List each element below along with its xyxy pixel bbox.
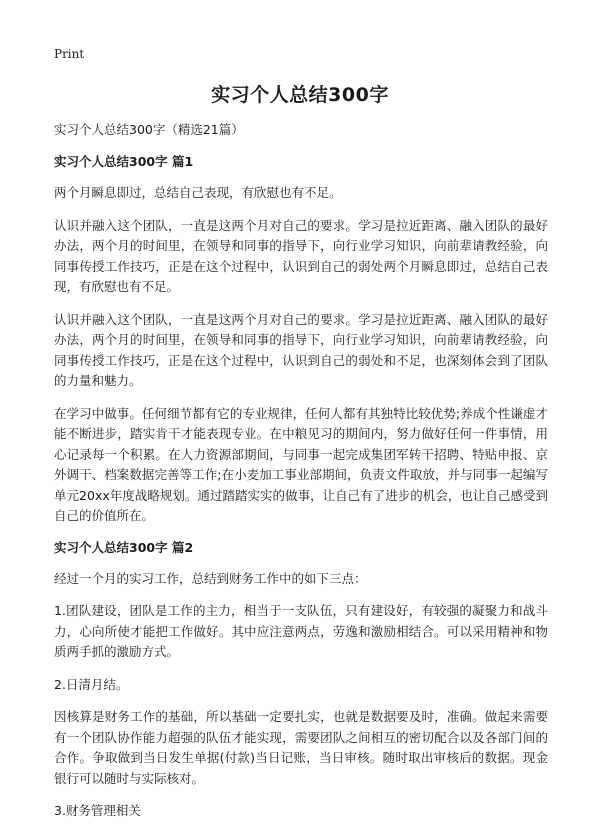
document-title: 实习个人总结300字 — [211, 84, 389, 106]
print-link[interactable]: Print — [54, 47, 85, 61]
paragraph: 2.日清月结。 — [54, 676, 129, 692]
paragraph: 经过一个月的实习工作，总结到财务工作中的如下三点： — [54, 570, 367, 586]
paragraph: 认识并融入这个团队，一直是这两个月对自己的要求。学习是拉近距离、融入团队的最好办法，两个月的时间里，在领导和同事的指导下，向行业学习知识，向前辈请教经验，向同事传授工作技巧，正是在这个过程中，认识到自己的弱处和不足，也深刻体会到了团队的力量和魅力。 — [54, 311, 548, 388]
paragraph: 3.财务管理相关 — [54, 803, 141, 818]
document-body — [54, 121, 548, 834]
paragraph: 两个月瞬息即过，总结自己表现，有欣慰也有不足。 — [54, 185, 342, 200]
paragraph: 1.团队建设，团队是工作的主力，相当于一支队伍，只有建设好，有较强的凝聚力和战斗力，心向所使才能把工作做好。其中应注意两点，劳逸和激励相结合。可以采用精神和物质两手抓的激励方式。 — [54, 603, 548, 659]
paragraph: 在学习中做事。任何细节都有它的专业规律，任何人都有其独特比较优势;养成个性谦虚才能不断进步，踏实肯干才能表现专业。在中粮见习的期间内，努力做好任何一件事情，用心记录每一个积累。在人力资源部期间，与同事一起完成集团军转干招聘、特贴申报、京外调干、档案数据完善等工作;在小麦加工事业部期间，负责文件取放，并与同事一起编写单元20xx年度战略规划。通过踏踏实实的做事，让自己有了进步的机会，也让自己感受到自己的价值所在。 — [54, 405, 548, 523]
section-2 — [54, 539, 548, 822]
section-1 — [54, 153, 548, 527]
paragraph: 认识并融入这个团队，一直是这两个月对自己的要求。学习是拉近距离、融入团队的最好办法，两个月的时间里，在领导和同事的指导下，向行业学习知识，向前辈请教经验，向同事传授工作技巧，正是在这个过程中，认识到自己的弱处两个月瞬息即过，总结自己表现，有欣慰也有不足。 — [54, 217, 548, 294]
section-heading: 实习个人总结300字 篇1 — [54, 154, 194, 169]
document-subtitle: 实习个人总结300字（精选21篇） — [54, 122, 244, 137]
paragraph: 因核算是财务工作的基础，所以基础一定要扎实，也就是数据要及时，准确。做起来需要有一个团队协作能力超强的队伍才能实现，需要团队之间相互的密切配合以及各部门间的合作。争取做到当日发生单据(付款)当日记账，当日审核。随时取出审核后的数据。现金银行可以随时与实际核对。 — [54, 709, 548, 786]
section-heading: 实习个人总结300字 篇2 — [54, 539, 194, 555]
